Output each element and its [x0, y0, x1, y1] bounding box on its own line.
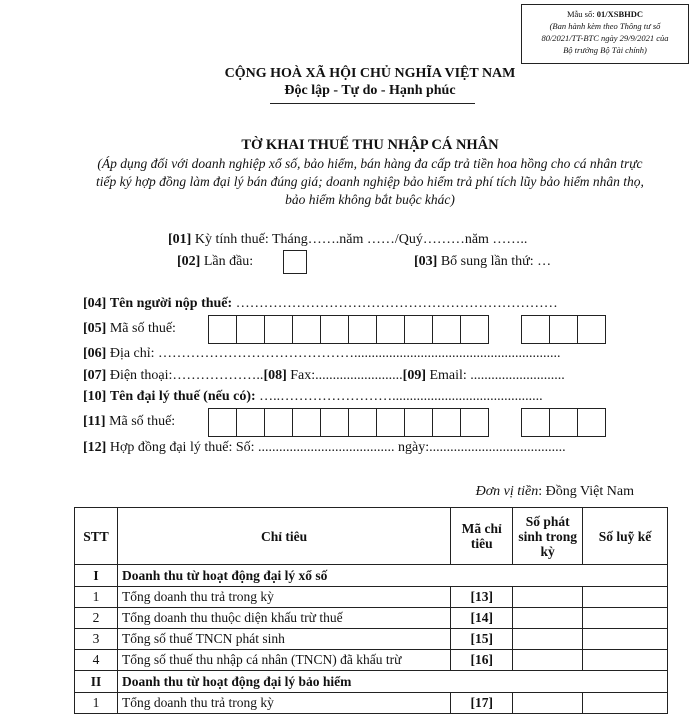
table-row	[75, 650, 668, 671]
field-09-label: Email: ...........................	[429, 368, 565, 383]
form-code-prefix: Mẫu số:	[566, 9, 595, 19]
digit-box[interactable]	[460, 315, 489, 344]
field-07-code: [07]	[83, 368, 107, 383]
row-cumulative-value[interactable]	[583, 608, 668, 629]
tax-code-branch-digits[interactable]	[521, 315, 605, 344]
digit-box[interactable]	[236, 408, 265, 437]
agent-tax-code-digits[interactable]	[208, 408, 488, 437]
digit-box[interactable]	[264, 315, 293, 344]
form-code	[522, 8, 688, 20]
field-02-code: [02]	[177, 254, 201, 269]
digit-box[interactable]	[577, 408, 606, 437]
header-indicator: Chỉ tiêu	[117, 508, 450, 565]
row-stt: II	[75, 671, 118, 693]
field-10-label: Tên đại lý thuế (nếu có):	[109, 389, 256, 404]
field-04-dots: ……………………………………………………………	[235, 296, 558, 311]
field-05-code: [05]	[83, 321, 107, 336]
digit-box[interactable]	[432, 408, 461, 437]
row-code: [16]	[451, 650, 513, 671]
row-period-value[interactable]	[513, 587, 583, 608]
table-section-row	[75, 671, 668, 693]
row-label: Doanh thu từ hoạt động đại lý bảo hiểm	[117, 671, 667, 693]
digit-box[interactable]	[521, 408, 550, 437]
field-11-code: [11]	[83, 414, 106, 429]
digit-box[interactable]	[521, 315, 550, 344]
row-label: Tổng số thuế TNCN phát sinh	[117, 629, 450, 650]
field-06-label: Địa chỉ: ……………………………………...........................................................	[109, 346, 561, 361]
row-cumulative-value[interactable]	[583, 693, 668, 714]
row-code: [15]	[451, 629, 513, 650]
digit-box[interactable]	[320, 315, 349, 344]
motto-underline	[270, 103, 475, 104]
row-period-value[interactable]	[513, 650, 583, 671]
field-01-period[interactable]	[168, 232, 527, 248]
currency-unit	[476, 484, 634, 500]
tax-code-digits[interactable]	[208, 315, 488, 344]
row-label: Tổng số thuế thu nhập cá nhân (TNCN) đã khấu trừ	[117, 650, 450, 671]
field-10-dots: …..……………………...........................................	[259, 389, 543, 404]
field-05-tax-code	[83, 321, 176, 337]
row-stt: I	[75, 565, 118, 587]
field-06-code: [06]	[83, 346, 107, 361]
digit-box[interactable]	[549, 408, 578, 437]
header-stt: STT	[75, 508, 118, 565]
field-12-code: [12]	[83, 440, 107, 455]
field-09-code: [09]	[402, 368, 426, 383]
digit-box[interactable]	[376, 408, 405, 437]
digit-box[interactable]	[549, 315, 578, 344]
first-time-checkbox[interactable]	[283, 250, 307, 274]
field-08-code: [08]	[263, 368, 287, 383]
field-05-label: Mã số thuế:	[109, 321, 176, 336]
field-02-label: Lần đầu:	[203, 254, 254, 269]
field-11-label: Mã số thuế:	[109, 414, 176, 429]
form-title: TỜ KHAI THUẾ THU NHẬP CÁ NHÂN	[241, 137, 499, 153]
field-10-tax-agent[interactable]	[83, 389, 543, 405]
row-label: Tổng doanh thu trả trong kỳ	[117, 693, 450, 714]
row-stt: 3	[75, 629, 118, 650]
table-row	[75, 693, 668, 714]
digit-box[interactable]	[376, 315, 405, 344]
table-row	[75, 608, 668, 629]
row-cumulative-value[interactable]	[583, 629, 668, 650]
row-cumulative-value[interactable]	[583, 650, 668, 671]
row-label: Tổng doanh thu thuộc diện khấu trừ thuế	[117, 608, 450, 629]
header-period-amount: Số phát sinh trong kỳ	[513, 508, 583, 565]
digit-box[interactable]	[208, 408, 237, 437]
agent-tax-code-branch-digits[interactable]	[521, 408, 605, 437]
form-code-box	[521, 4, 689, 64]
row-stt: 1	[75, 587, 118, 608]
field-03-code: [03]	[414, 254, 438, 269]
digit-box[interactable]	[264, 408, 293, 437]
field-08-label: Fax:.........................	[290, 368, 403, 383]
digit-box[interactable]	[348, 315, 377, 344]
digit-box[interactable]	[320, 408, 349, 437]
form-code-note-2: 80/2021/TT-BTC ngày 29/9/2021 của	[541, 33, 669, 43]
field-07-label: Điện thoại:………………..	[109, 368, 264, 383]
table-header-row	[75, 508, 668, 565]
digit-box[interactable]	[460, 408, 489, 437]
digit-box[interactable]	[292, 408, 321, 437]
field-04-taxpayer-name[interactable]	[83, 296, 558, 312]
digit-box[interactable]	[577, 315, 606, 344]
row-period-value[interactable]	[513, 693, 583, 714]
row-label: Doanh thu từ hoạt động đại lý xổ số	[117, 565, 667, 587]
field-04-label: Tên người nộp thuế:	[109, 296, 233, 311]
field-01-code: [01]	[168, 232, 192, 247]
field-10-code: [10]	[83, 389, 107, 404]
currency-unit-value: : Đồng Việt Nam	[538, 484, 634, 499]
table-row	[75, 587, 668, 608]
row-label: Tổng doanh thu trả trong kỳ	[117, 587, 450, 608]
table-row	[75, 629, 668, 650]
field-07-09-contact[interactable]	[83, 368, 565, 384]
row-stt: 1	[75, 693, 118, 714]
digit-box[interactable]	[432, 315, 461, 344]
digit-box[interactable]	[208, 315, 237, 344]
digit-box[interactable]	[348, 408, 377, 437]
row-period-value[interactable]	[513, 608, 583, 629]
field-03-supplement[interactable]	[414, 254, 551, 270]
form-subtitle: (Áp dụng đối với doanh nghiệp xổ số, bảo hiểm, bán hàng đa cấp trả tiền hoa hồng cho cá nhân trực tiếp ký hợp đồng làm đại lý bán đúng giá; doanh nghiệp bảo hiểm trả phí tích lũy bảo hiểm nhân thọ, bảo hiểm không bắt buộc khác)	[96, 156, 644, 207]
declaration-table	[74, 507, 668, 714]
motto-heading: Độc lập - Tự do - Hạnh phúc	[284, 83, 456, 98]
field-12-label: Hợp đồng đại lý thuế: Số: ....................................... ngày:.......................................	[109, 440, 566, 455]
header-indicator-code: Mã chỉ tiêu	[451, 508, 513, 565]
row-stt: 4	[75, 650, 118, 671]
table-section-row	[75, 565, 668, 587]
field-11-agent-tax-code	[83, 414, 175, 430]
header-cumulative: Số luỹ kế	[583, 508, 668, 565]
row-stt: 2	[75, 608, 118, 629]
currency-unit-label: Đơn vị tiền	[475, 484, 539, 499]
row-code: [13]	[451, 587, 513, 608]
digit-box[interactable]	[236, 315, 265, 344]
field-06-address[interactable]	[83, 346, 561, 362]
digit-box[interactable]	[404, 315, 433, 344]
form-code-note-3: Bộ trưởng Bộ Tài chính)	[563, 45, 647, 55]
nation-heading: CỘNG HOÀ XÃ HỘI CHỦ NGHĨA VIỆT NAM	[224, 66, 516, 81]
digit-box[interactable]	[292, 315, 321, 344]
form-code-number: 01/XSBHDC	[596, 9, 644, 19]
field-12-agent-contract[interactable]	[83, 440, 566, 456]
digit-box[interactable]	[404, 408, 433, 437]
row-code: [17]	[451, 693, 513, 714]
row-cumulative-value[interactable]	[583, 587, 668, 608]
row-code: [14]	[451, 608, 513, 629]
row-period-value[interactable]	[513, 629, 583, 650]
field-03-label: Bổ sung lần thứ: …	[440, 254, 552, 269]
field-02-first-time	[177, 254, 253, 270]
field-01-label: Kỳ tính thuế: Tháng…….năm ……/Quý………năm ……..	[194, 232, 528, 247]
form-code-note-1: (Ban hành kèm theo Thông tư số	[549, 21, 661, 31]
field-04-code: [04]	[83, 296, 107, 311]
